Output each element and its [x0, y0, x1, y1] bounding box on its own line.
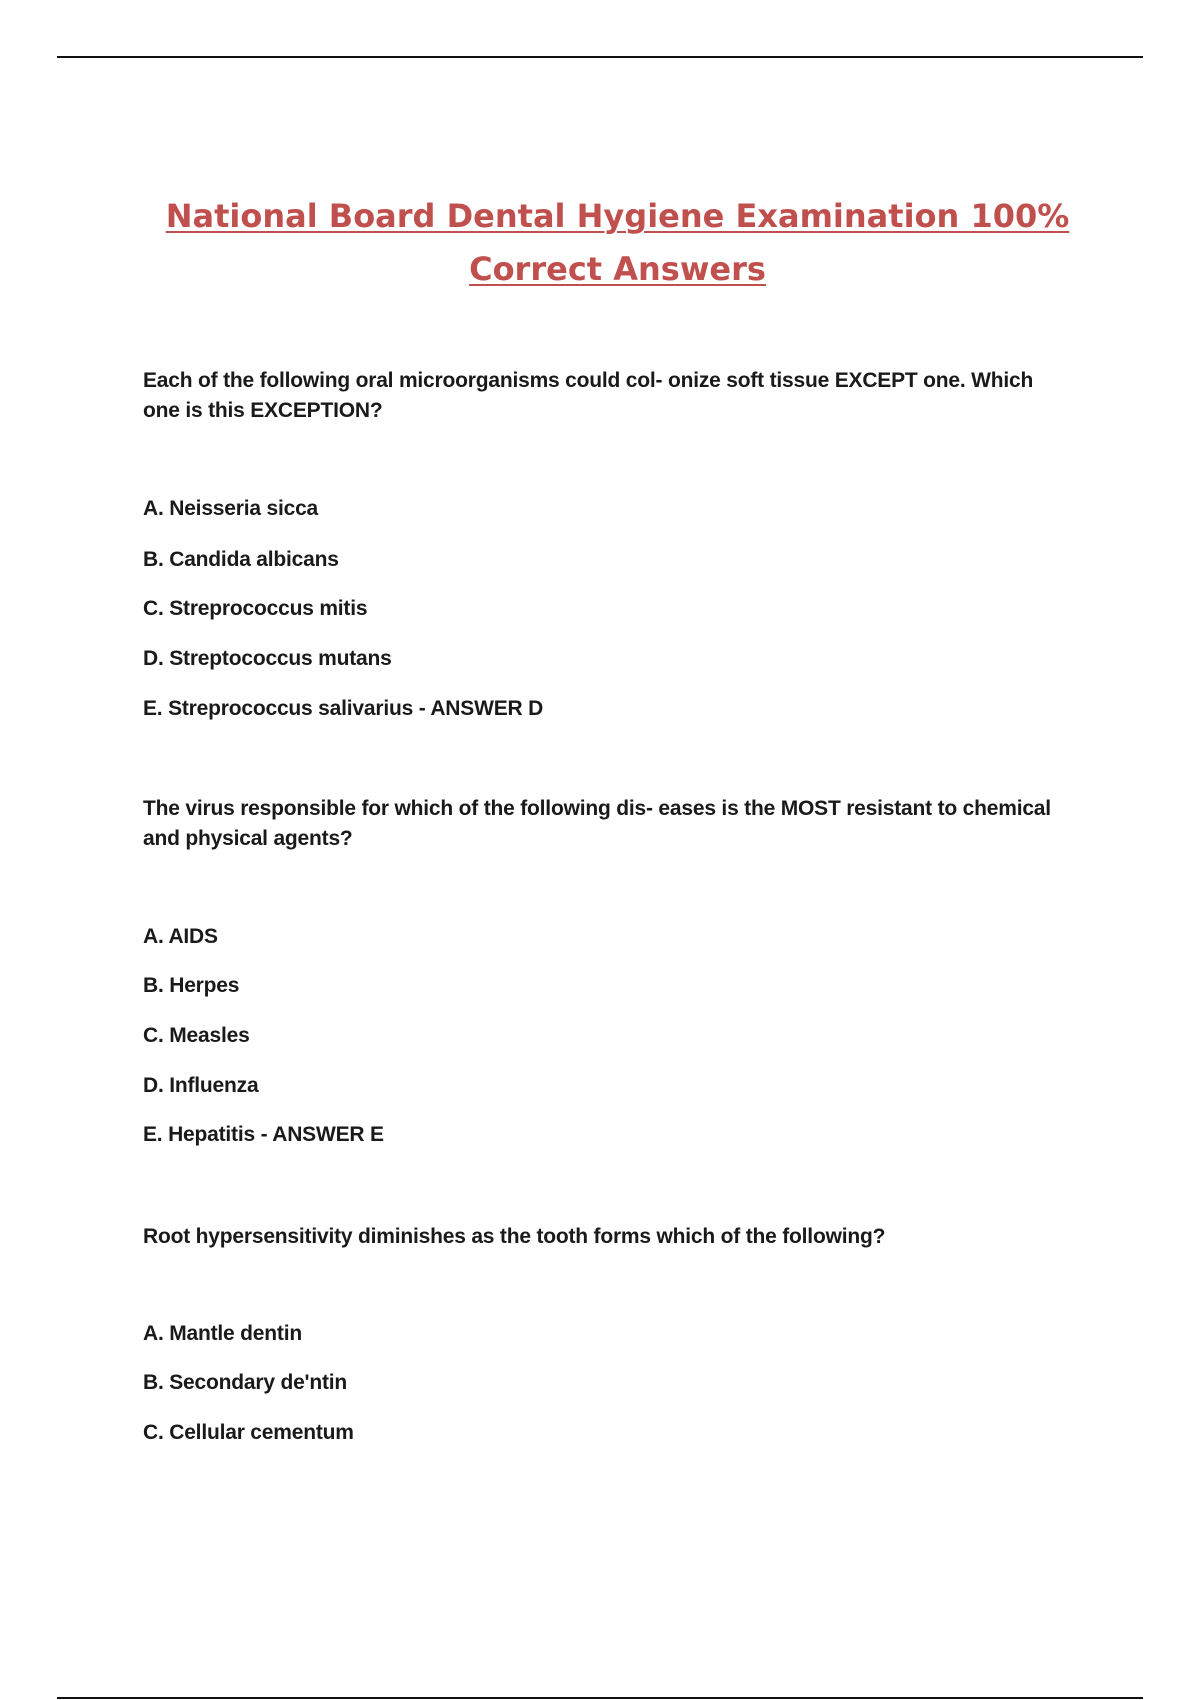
answer-option: E. Streprococcus salivarius - ANSWER D: [143, 697, 544, 720]
question-text: Each of the following oral microorganisms could col- onize soft tissue EXCEPT one. Which one is this EXCEPTION?: [143, 369, 1034, 422]
answer-option: A. Mantle dentin: [143, 1322, 302, 1345]
title-line-2: Correct Answers: [469, 250, 766, 288]
answer-option: D. Influenza: [143, 1074, 259, 1097]
page-title: [0, 190, 1200, 296]
answer-option: B. Candida albicans: [143, 548, 339, 571]
question-text: The virus responsible for which of the following dis- eases is the MOST resistant to chemical and physical agents?: [143, 797, 1051, 850]
answer-option: B. Secondary de'ntin: [143, 1371, 348, 1394]
top-rule: [57, 56, 1143, 58]
question-text: Root hypersensitivity diminishes as the tooth forms which of the following?: [143, 1225, 886, 1248]
answer-option: D. Streptococcus mutans: [143, 647, 392, 670]
answer-option: B. Herpes: [143, 974, 240, 997]
answer-option: C. Cellular cementum: [143, 1421, 354, 1444]
answer-option: E. Hepatitis - ANSWER E: [143, 1123, 384, 1146]
answer-option: C. Streprococcus mitis: [143, 597, 368, 620]
answer-option: A. Neisseria sicca: [143, 497, 319, 520]
answer-option: C. Measles: [143, 1024, 250, 1047]
bottom-rule: [57, 1697, 1143, 1699]
answer-option: A. AIDS: [143, 925, 218, 948]
title-line-1: National Board Dental Hygiene Examination 100%: [165, 197, 1070, 235]
